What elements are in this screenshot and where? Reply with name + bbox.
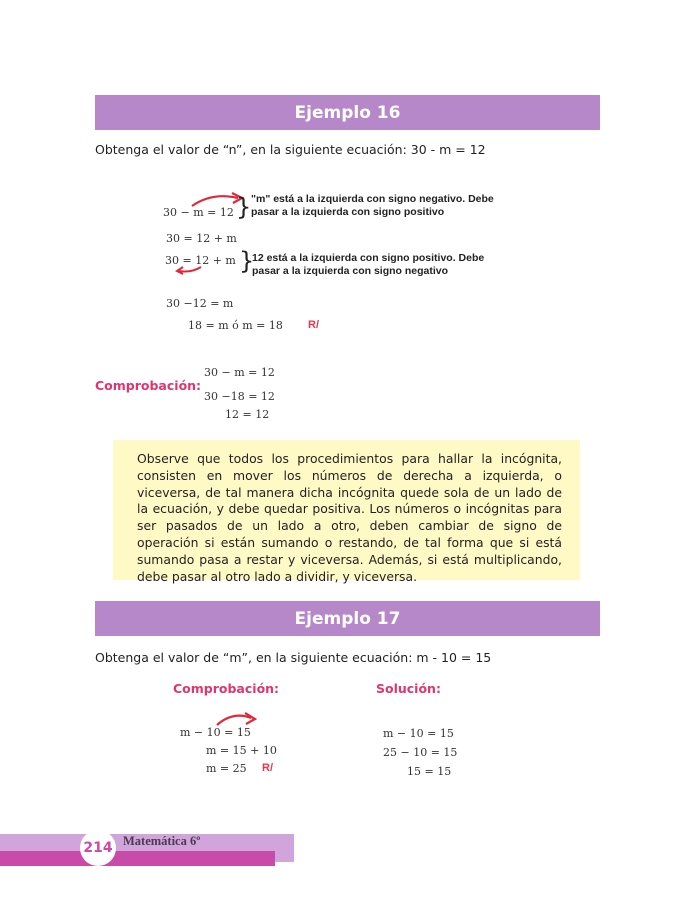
check-step-2: 30 −18 = 12 (204, 390, 275, 403)
step-3-note-line-1: 12 está a la izquierda con signo positivo. Debe (252, 252, 485, 264)
example-17-right-step-1: m − 10 = 15 (383, 727, 454, 740)
check-step-3: 12 = 12 (225, 408, 270, 421)
equation-step-2: 30 = 12 + m (166, 232, 237, 245)
example-17-banner (95, 601, 600, 636)
equation-step-5: 18 = m ó m = 18 (188, 319, 283, 332)
example-16-prompt: Obtenga el valor de “n”, en la siguiente ecuación: 30 - m = 12 (95, 142, 486, 157)
check-step-1: 30 − m = 12 (204, 366, 275, 379)
example-17-left-step-1: m − 10 = 15 (180, 726, 251, 739)
note-text: Observe que todos los procedimientos para hallar la incógnita, consisten en mover los números de derecha a izquierda, o viceversa, de tal manera dicha incógnita quede sola de un lado de la ecuación, y debe quedar positiva. Los números o incógnitas para ser pasados de un lado a otro, deben cambiar de signo de operación si están sumando o restando, de tal forma que si está sumando pasa a restar y viceversa. Además, si está multiplicando, debe pasar al otro lado a dividir, y viceversa. (137, 451, 562, 584)
example-17-right-step-3: 15 = 15 (407, 765, 452, 778)
brace-icon: } (236, 193, 252, 221)
example-16-banner (95, 95, 600, 130)
answer-mark: R/ (262, 762, 273, 774)
example-17-right-step-2: 25 − 10 = 15 (383, 746, 458, 759)
check-label: Comprobación: (95, 378, 202, 393)
step-1-note (251, 193, 494, 219)
page-number-badge (80, 830, 116, 866)
example-16-title: Ejemplo 16 (294, 102, 401, 123)
arrow-icon (175, 264, 205, 276)
step-1-note-line-2: pasar a la izquierda con signo positivo (251, 206, 445, 218)
brace-icon: } (239, 247, 255, 275)
example-17-title: Ejemplo 17 (294, 608, 401, 629)
book-title: Matemática 6º (123, 834, 201, 848)
footer-band-dark (0, 851, 275, 866)
step-1-note-line-1: "m" está a la izquierda con signo negativo. Debe (251, 193, 494, 205)
page-number: 214 (83, 840, 113, 856)
step-3-note-line-2: pasar a la izquierda con signo negativo (252, 265, 449, 277)
example-17-left-step-2: m = 15 + 10 (206, 744, 277, 757)
example-17-left-step-3: m = 25 (206, 762, 247, 775)
solution-label: Solución: (376, 681, 441, 696)
equation-step-3: 30 = 12 + m (165, 254, 236, 267)
equation-step-1: 30 − m = 12 (163, 206, 234, 219)
check-label: Comprobación: (173, 681, 280, 696)
step-3-note (252, 252, 484, 278)
example-17-prompt: Obtenga el valor de “m”, en la siguiente ecuación: m - 10 = 15 (95, 650, 492, 665)
note-box (113, 440, 580, 584)
equation-step-4: 30 −12 = m (166, 297, 234, 310)
answer-mark: R/ (308, 319, 319, 331)
